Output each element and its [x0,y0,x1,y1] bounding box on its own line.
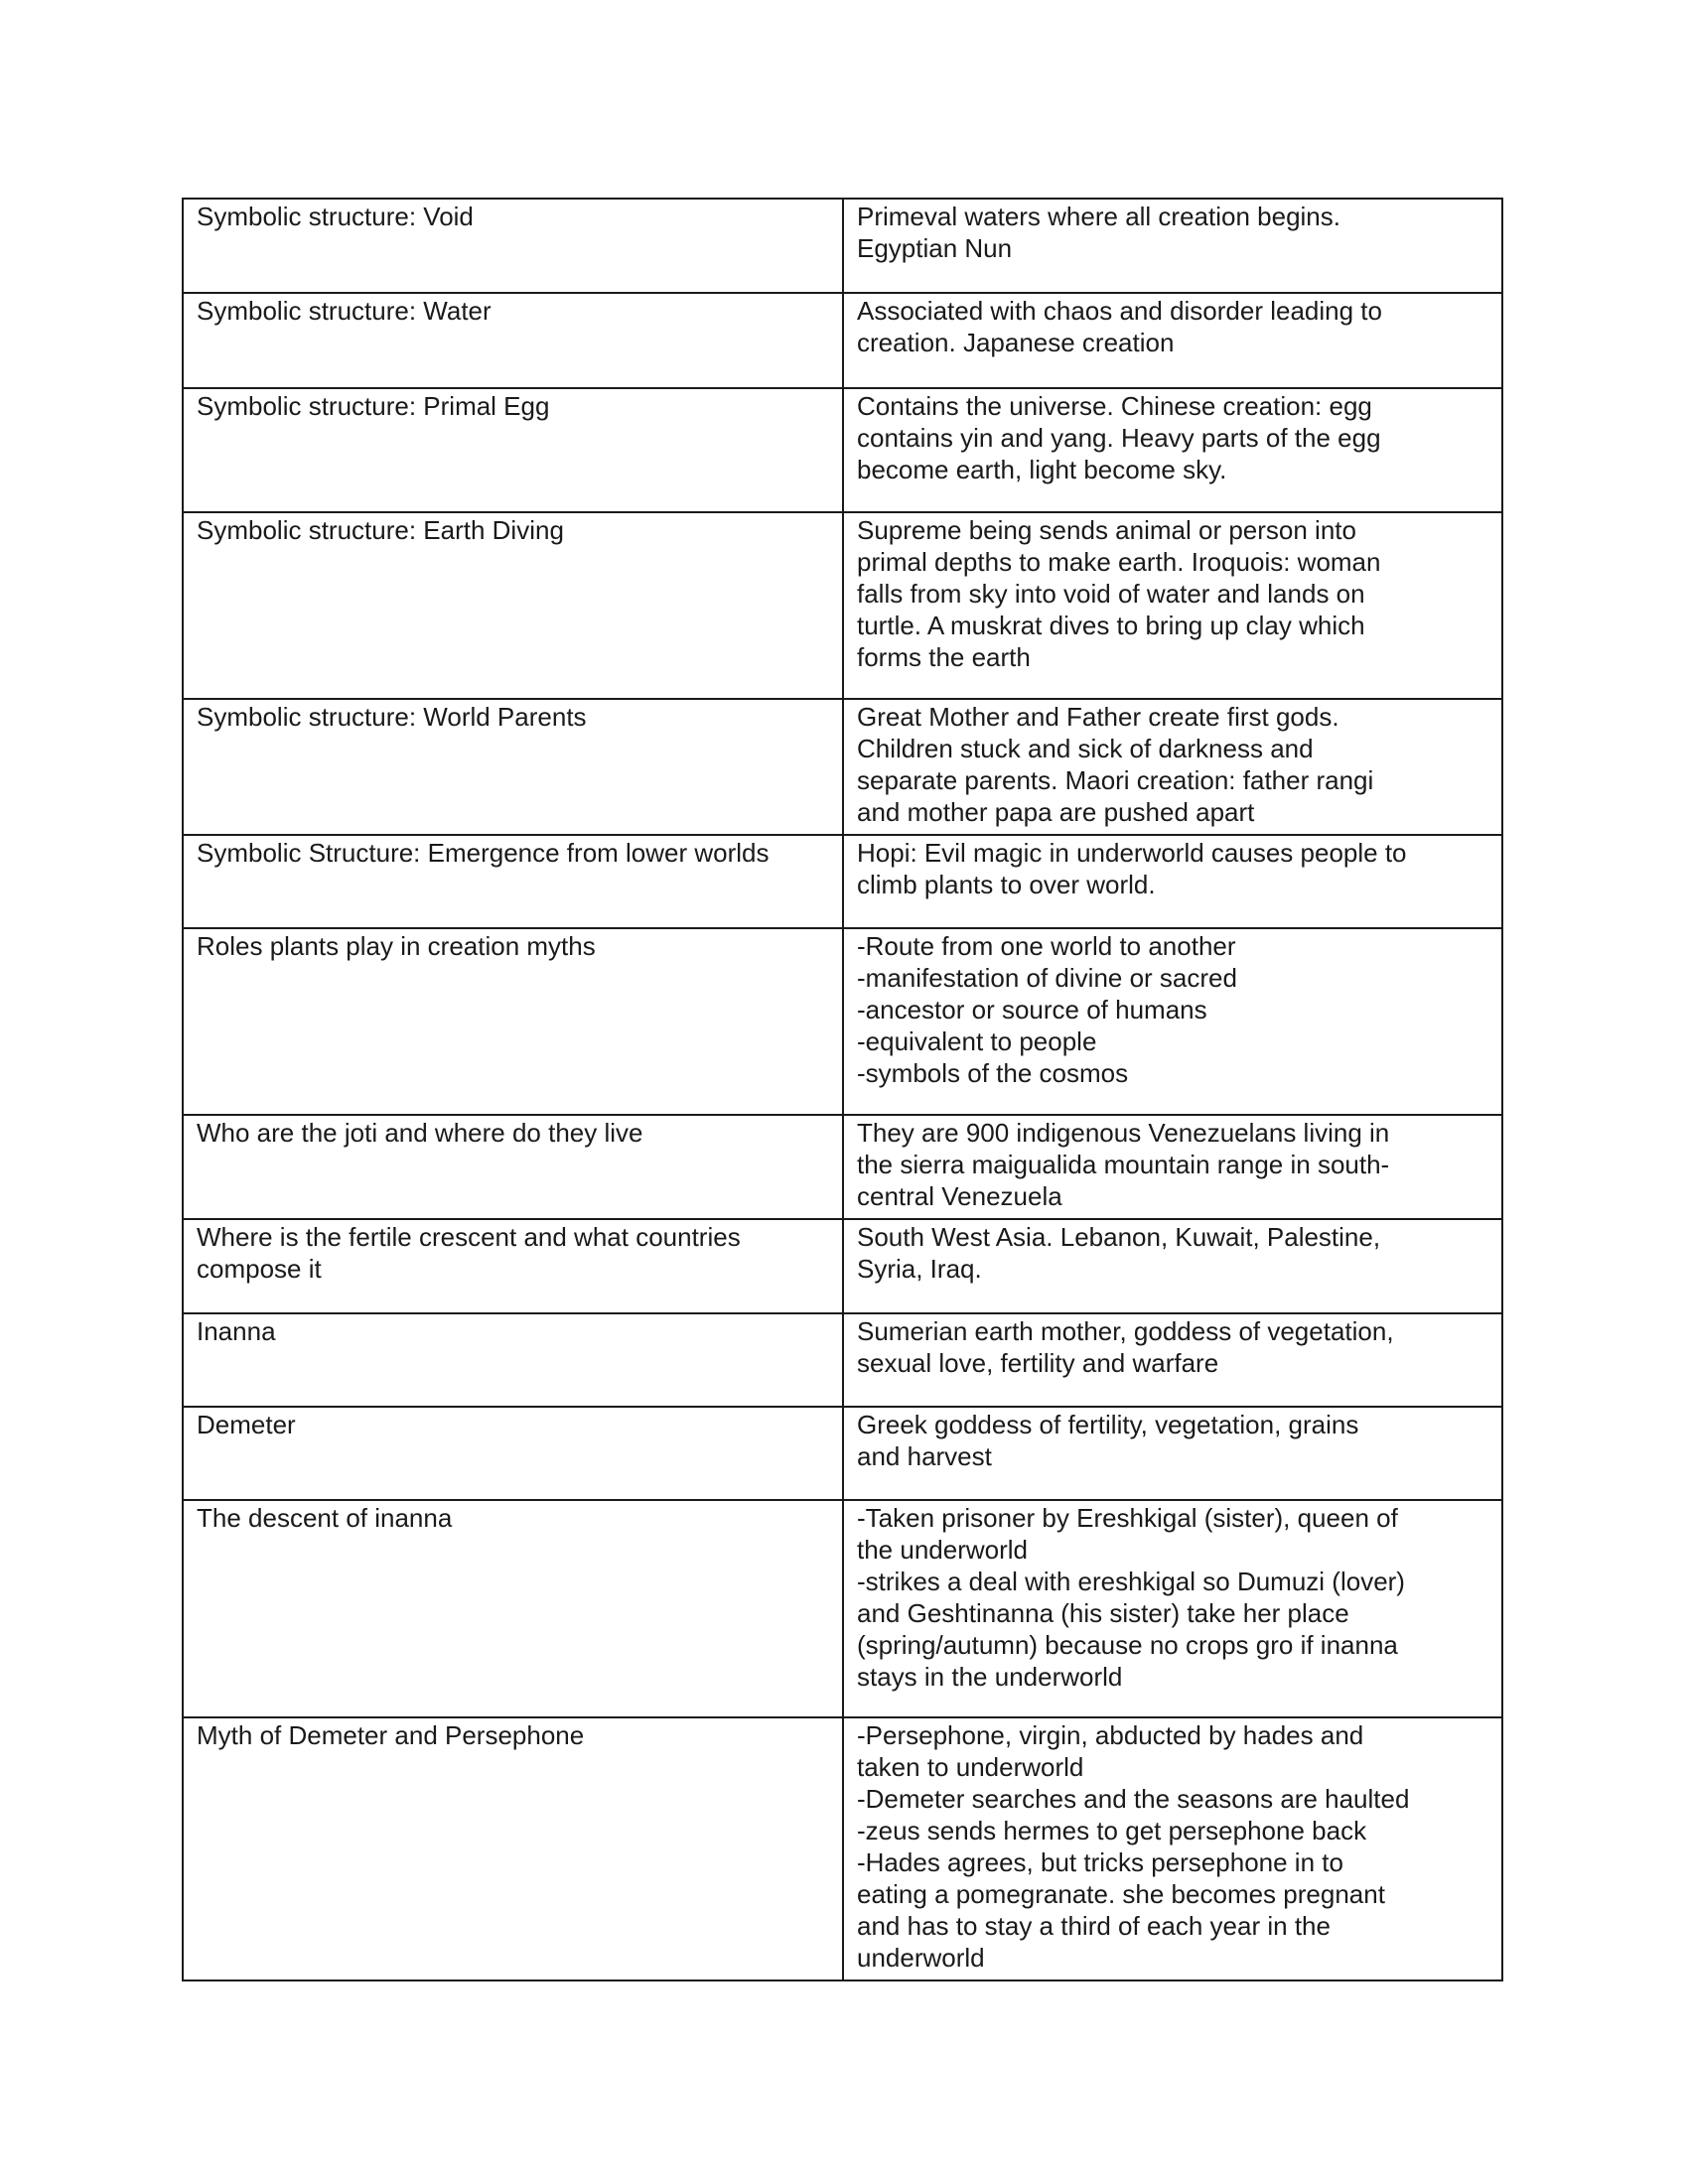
table-row [183,293,1502,388]
study-table [182,198,1503,1981]
term-text [197,1220,830,1285]
definition-line: taken to underworld [857,1752,1084,1782]
term-text [197,513,830,546]
term-text [197,700,830,733]
definition-line: -symbols of the cosmos [857,1058,1129,1088]
definition-line: Supreme being sends animal or person into [857,515,1356,545]
definition-text [857,836,1489,900]
definition-cell [843,835,1502,928]
term-cell [183,1717,843,1980]
definition-line: Sumerian earth mother, goddess of vegetation, [857,1316,1394,1346]
definition-line: forms the earth [857,642,1031,672]
definition-line: creation. Japanese creation [857,328,1175,357]
definition-line: Syria, Iraq. [857,1254,982,1284]
definition-line: South West Asia. Lebanon, Kuwait, Palestine, [857,1222,1381,1252]
term-cell [183,699,843,835]
definition-line: Egyptian Nun [857,233,1013,263]
table-row [183,928,1502,1115]
term-text [197,389,830,422]
definition-line: turtle. A muskrat dives to bring up clay which [857,611,1365,640]
definition-line: -Persephone, virgin, abducted by hades and [857,1720,1364,1750]
definition-line: falls from sky into void of water and lands on [857,579,1365,609]
definition-text [857,200,1489,264]
definition-line: Great Mother and Father create first gods. [857,702,1339,732]
table-row [183,1313,1502,1407]
term-cell [183,1219,843,1313]
term-line: Symbolic structure: Primal Egg [197,391,550,421]
definition-cell [843,199,1502,293]
definition-cell [843,1717,1502,1980]
definition-line: -Route from one world to another [857,931,1236,961]
definition-line: contains yin and yang. Heavy parts of the egg [857,423,1381,453]
term-line: Demeter [197,1410,296,1439]
definition-line: sexual love, fertility and warfare [857,1348,1219,1378]
definition-line: separate parents. Maori creation: father rangi [857,765,1374,795]
definition-text [857,929,1489,1089]
table-row [183,1500,1502,1717]
definition-cell [843,1313,1502,1407]
definition-line: underworld [857,1943,985,1973]
term-cell [183,835,843,928]
definition-line: eating a pomegranate. she becomes pregnant [857,1879,1385,1909]
definition-line: -strikes a deal with ereshkigal so Dumuzi (lover) [857,1567,1405,1596]
definition-line: -manifestation of divine or sacred [857,963,1237,993]
definition-text [857,1408,1489,1472]
table-row [183,1115,1502,1219]
definition-cell [843,1219,1502,1313]
definition-line: become earth, light become sky. [857,455,1227,484]
table-row [183,512,1502,699]
term-line: Symbolic structure: Water [197,296,492,326]
term-cell [183,1407,843,1500]
definition-line: Primeval waters where all creation begins. [857,202,1340,231]
definition-line: Hopi: Evil magic in underworld causes people to [857,838,1407,868]
term-line: The descent of inanna [197,1503,453,1533]
definition-text [857,1220,1489,1285]
term-text [197,1408,830,1440]
term-cell [183,1500,843,1717]
definition-cell [843,293,1502,388]
term-text [197,200,830,232]
definition-text [857,1116,1489,1212]
table-row [183,1407,1502,1500]
table-row [183,1717,1502,1980]
definition-cell [843,1115,1502,1219]
definition-line: Children stuck and sick of darkness and [857,734,1314,763]
term-line: Roles plants play in creation myths [197,931,596,961]
term-cell [183,928,843,1115]
definition-line: the sierra maigualida mountain range in south- [857,1150,1390,1179]
term-cell [183,293,843,388]
term-cell [183,512,843,699]
table-row [183,199,1502,293]
definition-line: and has to stay a third of each year in the [857,1911,1331,1941]
definition-cell [843,512,1502,699]
table-row [183,1219,1502,1313]
table-row [183,388,1502,512]
term-text [197,1501,830,1534]
definition-line: They are 900 indigenous Venezuelans living in [857,1118,1390,1148]
term-cell [183,1313,843,1407]
definition-cell [843,1407,1502,1500]
definition-text [857,389,1489,485]
term-cell [183,1115,843,1219]
definition-line: stays in the underworld [857,1662,1123,1692]
definition-line: primal depths to make earth. Iroquois: woman [857,547,1381,577]
definition-line: Greek goddess of fertility, vegetation, grains [857,1410,1359,1439]
definition-line: climb plants to over world. [857,870,1156,899]
term-line: Who are the joti and where do they live [197,1118,643,1148]
term-line: Inanna [197,1316,276,1346]
term-line: Where is the fertile crescent and what countries [197,1222,741,1252]
definition-line: (spring/autumn) because no crops gro if inanna [857,1630,1398,1660]
term-cell [183,388,843,512]
term-text [197,1718,830,1751]
table-row [183,835,1502,928]
definition-line: and harvest [857,1441,992,1471]
definition-text [857,1718,1489,1974]
definition-cell [843,1500,1502,1717]
document-page [182,198,1460,1981]
definition-line: Associated with chaos and disorder leading to [857,296,1382,326]
table-row [183,699,1502,835]
definition-text [857,513,1489,673]
term-text [197,836,830,869]
definition-cell [843,388,1502,512]
definition-line: and Geshtinanna (his sister) take her place [857,1598,1349,1628]
definition-text [857,1314,1489,1379]
term-line: compose it [197,1254,322,1284]
term-text [197,294,830,327]
term-line: Symbolic Structure: Emergence from lower worlds [197,838,770,868]
definition-cell [843,699,1502,835]
definition-cell [843,928,1502,1115]
term-cell [183,199,843,293]
term-text [197,1116,830,1149]
definition-line: -equivalent to people [857,1026,1097,1056]
definition-line: -Taken prisoner by Ereshkigal (sister), queen of [857,1503,1398,1533]
definition-line: -Hades agrees, but tricks persephone in to [857,1847,1343,1877]
term-line: Symbolic structure: Earth Diving [197,515,564,545]
term-line: Symbolic structure: Void [197,202,474,231]
table-body [183,199,1502,1980]
definition-text [857,294,1489,358]
term-text [197,1314,830,1347]
term-text [197,929,830,962]
definition-line: central Venezuela [857,1181,1062,1211]
definition-text [857,700,1489,828]
definition-line: the underworld [857,1535,1028,1565]
term-line: Myth of Demeter and Persephone [197,1720,585,1750]
definition-line: Contains the universe. Chinese creation: egg [857,391,1372,421]
definition-line: -Demeter searches and the seasons are haulted [857,1784,1410,1814]
term-line: Symbolic structure: World Parents [197,702,587,732]
definition-line: -ancestor or source of humans [857,995,1207,1024]
definition-line: -zeus sends hermes to get persephone back [857,1816,1367,1845]
definition-text [857,1501,1489,1693]
definition-line: and mother papa are pushed apart [857,797,1255,827]
